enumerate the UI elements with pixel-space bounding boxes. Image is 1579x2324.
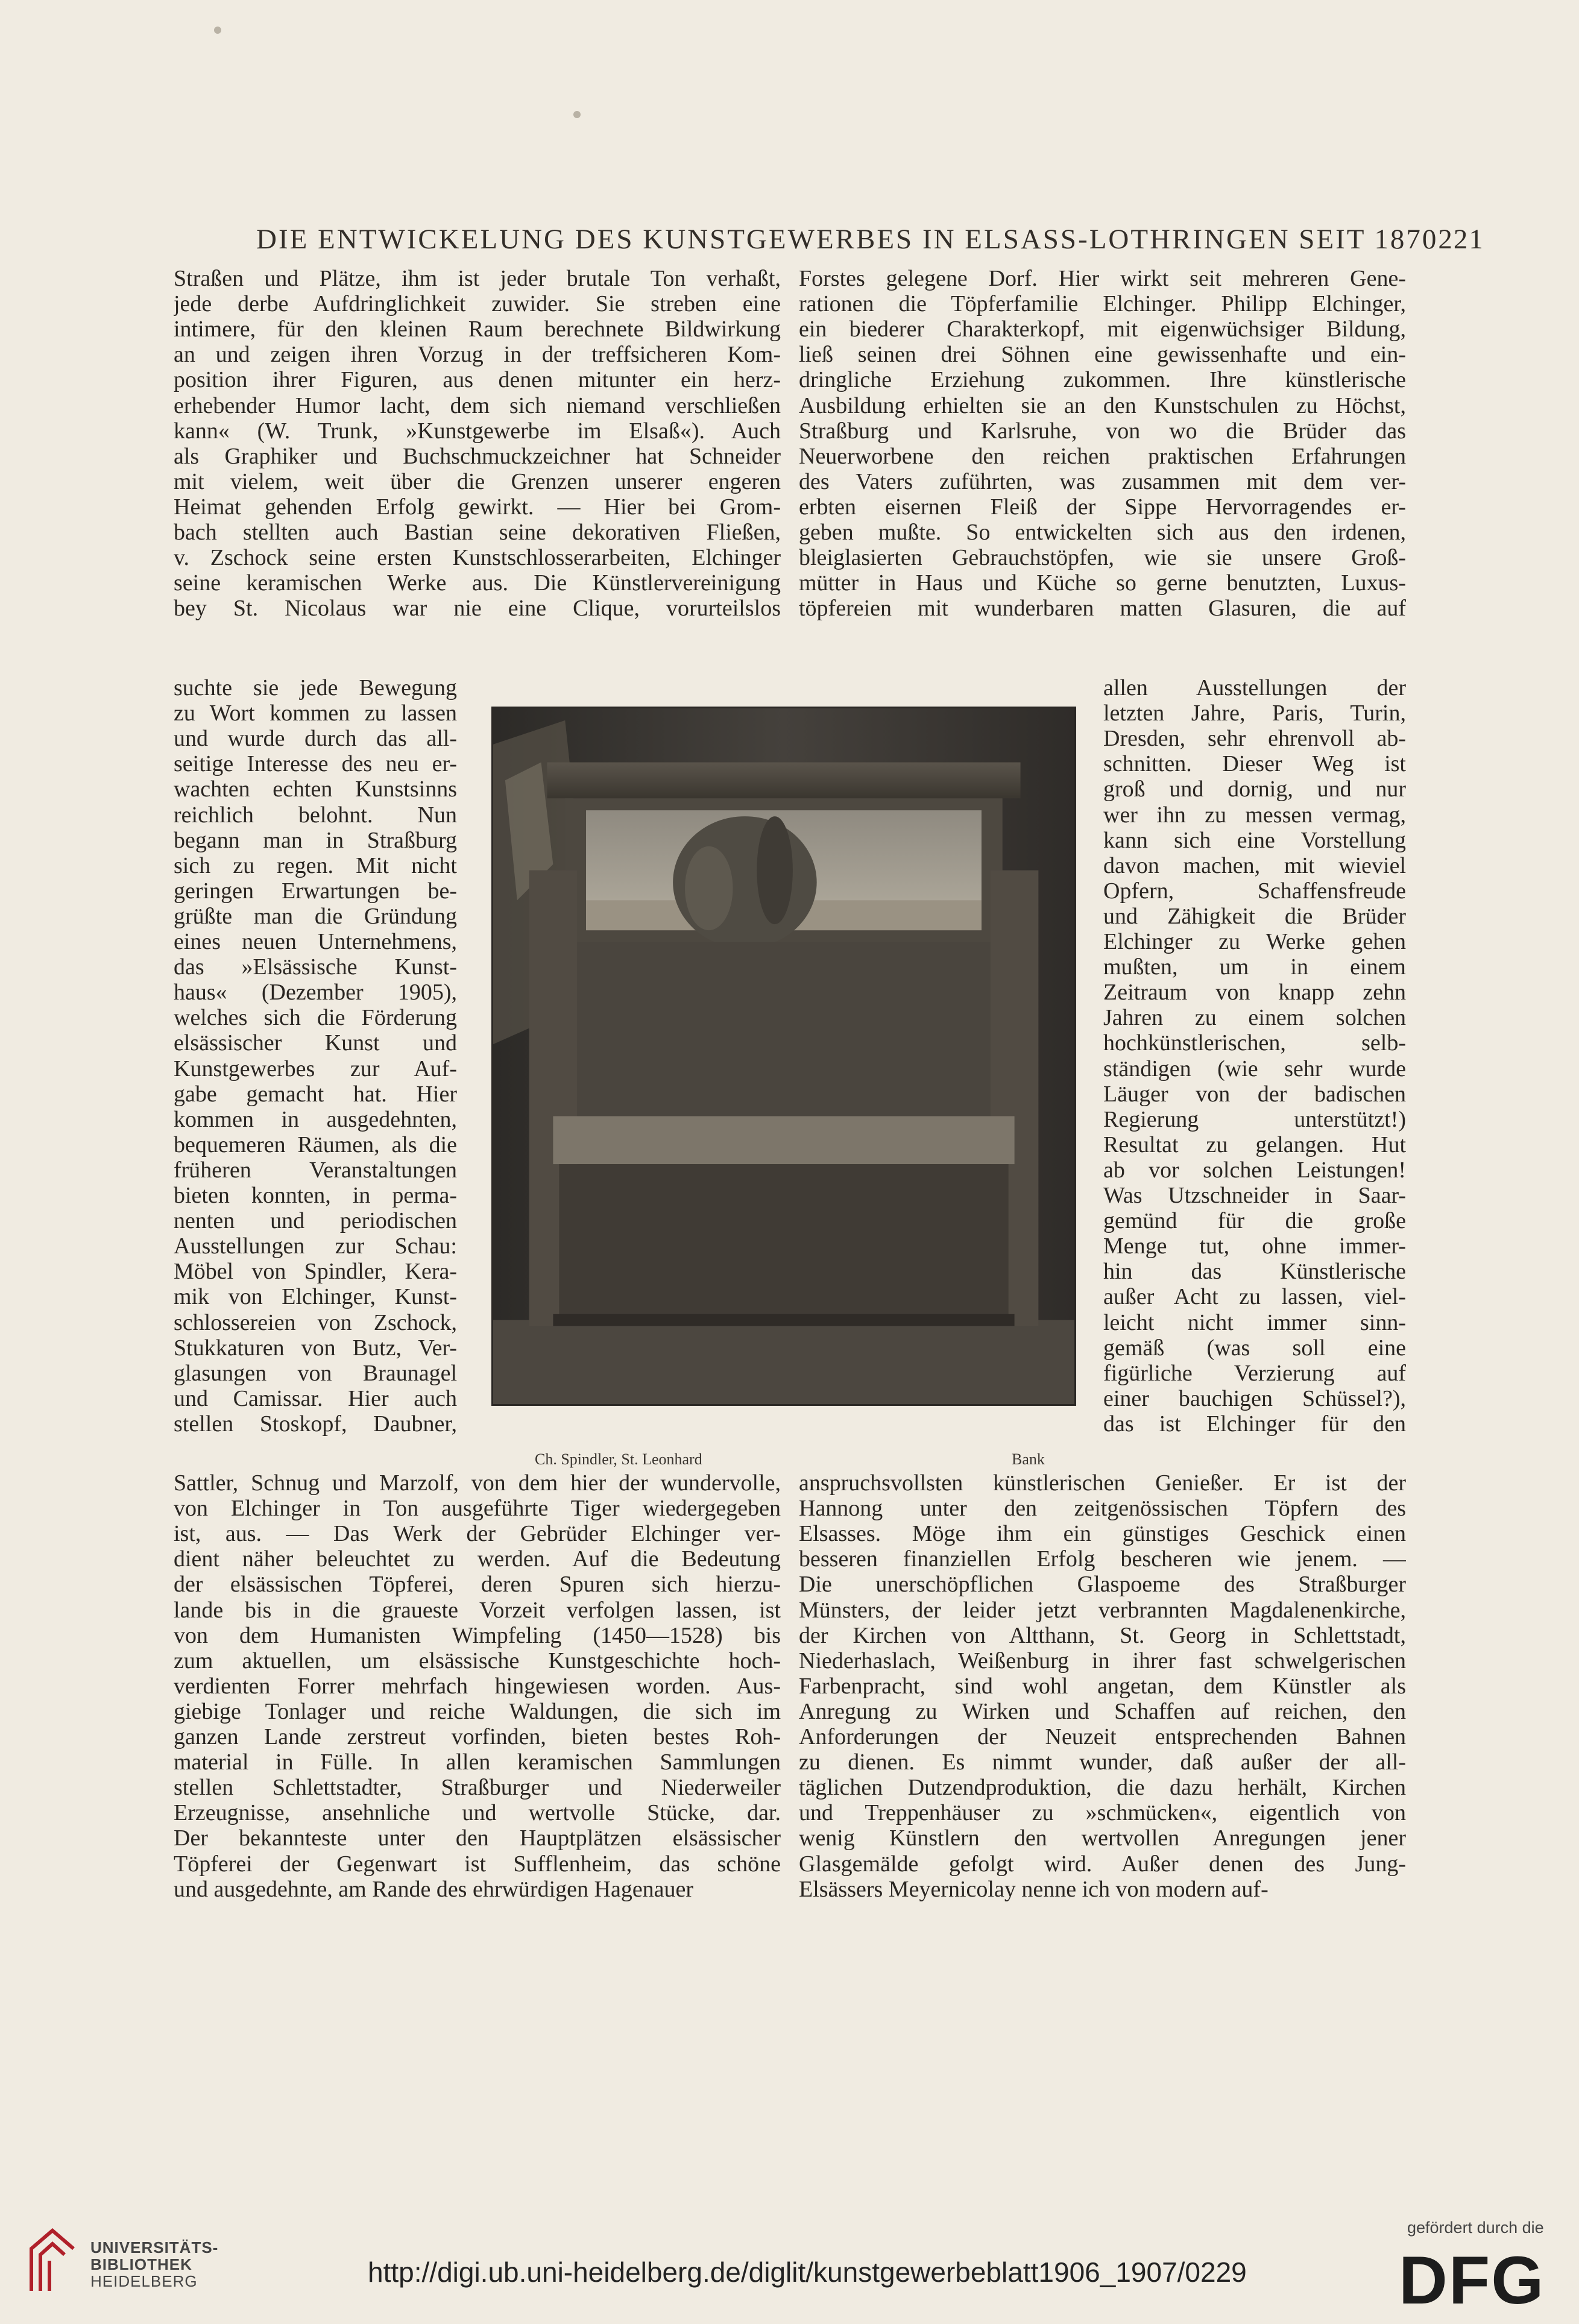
text-line: mit vielem, weit über die Grenzen unserer engeren	[174, 468, 781, 494]
text-line: figürliche Verzierung auf	[1103, 1360, 1406, 1386]
text-line: Straßburg und Karlsruhe, von wo die Brüder das	[799, 418, 1406, 444]
text-line: Heimat gehenden Erfolg gewirkt. — Hier bei Grom-	[174, 494, 781, 520]
text-line: geben mußte. So entwickelten sich aus den irdenen,	[799, 520, 1406, 545]
text-line: Farbenpracht, sind wohl angetan, dem Künstler als	[799, 1673, 1406, 1699]
text-line: kommen in ausgedehnten,	[174, 1106, 457, 1132]
text-line: Straßen und Plätze, ihm ist jeder brutale Ton verhaßt,	[174, 266, 781, 291]
text-line: seitige Interesse des neu er-	[174, 751, 457, 777]
text-line: und Treppenhäuser zu »schmücken«, eigentlich von	[799, 1800, 1406, 1826]
library-logo-icon	[19, 2225, 83, 2297]
text-line: erbten eisernen Fleiß der Sippe Hervorragendes er-	[799, 494, 1406, 520]
text-line: Forstes gelegene Dorf. Hier wirkt seit mehreren Gene-	[799, 266, 1406, 291]
text-line: und Camissar. Hier auch	[174, 1385, 457, 1411]
text-line: Neuerworbene den reichen praktischen Erfahrungen	[799, 443, 1406, 469]
text-line: grüßte man die Gründung	[174, 903, 457, 929]
text-line: Zeitraum von knapp zehn	[1103, 980, 1406, 1006]
text-line: jede derbe Aufdringlichkeit zuwider. Sie streben eine	[174, 291, 781, 317]
text-line: ließ seinen drei Söhnen eine gewissenhafte und ein-	[799, 342, 1406, 368]
text-line: lande bis in die graueste Vorzeit verfolgen lassen, ist	[174, 1597, 781, 1623]
text-line: zu Wort kommen zu lassen	[174, 701, 457, 726]
text-line: täglichen Dutzendproduktion, die dazu herhält, Kirchen	[799, 1775, 1406, 1801]
text-line: besseren finanziellen Erfolg bescheren wie jenem. —	[799, 1546, 1406, 1572]
text-line: Möbel von Spindler, Kera-	[174, 1259, 457, 1285]
text-line: dringliche Erziehung zukommen. Ihre künstlerische	[799, 367, 1406, 393]
text-line: erhebender Humor lacht, dem sich niemand verschließen	[174, 392, 781, 418]
text-line: letzten Jahre, Paris, Turin,	[1103, 701, 1406, 726]
text-line: Dresden, sehr ehrenvoll ab-	[1103, 726, 1406, 752]
figure-caption-right: Bank	[1012, 1450, 1045, 1468]
text-line: mußten, um in einem	[1103, 954, 1406, 980]
text-line: ganzen Lande zerstreut vorfinden, bieten bestes Roh-	[174, 1724, 781, 1749]
text-line: kann sich eine Vorstellung	[1103, 827, 1406, 853]
text-line: bequemeren Räumen, als die	[174, 1132, 457, 1157]
text-line: eines neuen Unternehmens,	[174, 929, 457, 954]
figure-caption-left: Ch. Spindler, St. Leonhard	[535, 1450, 702, 1468]
text-line: töpfereien mit wunderbaren matten Glasuren, die auf	[799, 596, 1406, 622]
funding-note: gefördert durch die	[1407, 2219, 1544, 2237]
text-line: Resultat zu gelangen. Hut	[1103, 1132, 1406, 1157]
scan-dot	[573, 111, 581, 118]
text-line: als Graphiker und Buchschmuckzeichner hat Schneider	[174, 443, 781, 469]
text-line: giebige Tonlager und reiche Waldungen, die sich im	[174, 1698, 781, 1724]
text-line: Anforderungen der Neuzeit entsprechenden Bahnen	[799, 1724, 1406, 1749]
text-line: sich zu regen. Mit nicht	[174, 852, 457, 878]
text-line: außer Acht zu lassen, viel-	[1103, 1284, 1406, 1310]
text-line: zu dienen. Es nimmt wunder, daß außer der all-	[799, 1749, 1406, 1775]
text-line: Hannong unter den zeitgenössischen Töpfern des	[799, 1496, 1406, 1522]
text-line: Töpferei der Gegenwart ist Sufflenheim, das schöne	[174, 1851, 781, 1877]
text-line: kann« (W. Trunk, »Kunstgewerbe im Elsaß«). Auch	[174, 418, 781, 444]
text-line: bach stellten auch Bastian seine dekorativen Fließen,	[174, 520, 781, 545]
text-line: mütter in Haus und Küche so gerne benutzten, Luxus-	[799, 570, 1406, 596]
text-line: bleiglasierten Gebrauchstöpfen, wie sie unsere Groß-	[799, 545, 1406, 571]
text-line: Kunstgewerbes zur Auf-	[174, 1056, 457, 1082]
text-line: wenig Künstlern den wertvollen Anregungen jener	[799, 1825, 1406, 1851]
text-line: von Elchinger in Ton ausgeführte Tiger wiedergegeben	[174, 1496, 781, 1522]
text-line: position ihrer Figuren, aus denen mitunter ein herz-	[174, 367, 781, 393]
text-line: Glasgemälde gefolgt wird. Außer denen des Jung-	[799, 1851, 1406, 1877]
source-url-link[interactable]: http://digi.ub.uni-heidelberg.de/diglit/kunstgewerbeblatt1906_1907/0229	[368, 2256, 1247, 2288]
text-line: allen Ausstellungen der	[1103, 675, 1406, 701]
text-line: stellen Stoskopf, Daubner,	[174, 1411, 457, 1437]
text-line: nenten und periodischen	[174, 1208, 457, 1234]
text-line: Regierung unterstützt!)	[1103, 1106, 1406, 1132]
text-line: hin das Künstlerische	[1103, 1259, 1406, 1285]
text-line: Anregung zu Wirken und Schaffen auf reichen, den	[799, 1698, 1406, 1724]
text-line: Menge tut, ohne immer-	[1103, 1233, 1406, 1259]
library-line-3: HEIDELBERG	[90, 2272, 198, 2290]
text-line: früheren Veranstaltungen	[174, 1157, 457, 1183]
text-line: begann man in Straßburg	[174, 827, 457, 853]
text-line: elsässischer Kunst und	[174, 1030, 457, 1056]
text-line: Elsasses. Möge ihm ein günstiges Geschick einen	[799, 1521, 1406, 1547]
text-line: material in Fülle. In allen keramischen Sammlungen	[174, 1749, 781, 1775]
text-line: suchte sie jede Bewegung	[174, 675, 457, 701]
text-line: bieten konnten, in perma-	[174, 1183, 457, 1208]
text-line: anspruchsvollsten künstlerischen Genießer. Er ist der	[799, 1470, 1406, 1496]
text-line: rationen die Töpferfamilie Elchinger. Philipp Elchinger,	[799, 291, 1406, 317]
bench-illustration	[493, 708, 1074, 1404]
text-line: ein biederer Charakterkopf, mit eigenwüchsiger Bildung,	[799, 316, 1406, 342]
text-line: Jahren zu einem solchen	[1103, 1005, 1406, 1031]
text-line: einer bauchigen Schüssel?),	[1103, 1385, 1406, 1411]
text-line: das ist Elchinger für den	[1103, 1411, 1406, 1437]
text-line: das »Elsässische Kunst-	[174, 954, 457, 980]
text-line: wachten echten Kunstsinns	[174, 776, 457, 802]
text-line: Die unerschöpflichen Glaspoeme des Straßburger	[799, 1572, 1406, 1598]
running-header	[256, 223, 1484, 256]
text-line: groß und dornig, und nur	[1103, 776, 1406, 802]
text-line: des Vaters zuführten, was zusammen mit dem ver-	[799, 468, 1406, 494]
text-line: gemünd für die große	[1103, 1208, 1406, 1234]
scan-dot	[214, 27, 221, 34]
text-line: davon machen, mit wieviel	[1103, 852, 1406, 878]
text-line: ist, aus. — Das Werk der Gebrüder Elchinger ver-	[174, 1521, 781, 1547]
library-line-1: UNIVERSITÄTS-	[90, 2238, 219, 2256]
text-line: hochkünstlerischen, selb-	[1103, 1030, 1406, 1056]
text-line: Erzeugnisse, ansehnliche und wertvolle Stücke, dar.	[174, 1800, 781, 1826]
text-line: und ausgedehnte, am Rande des ehrwürdigen Hagenauer	[174, 1876, 694, 1902]
text-line: gabe gemacht hat. Hier	[174, 1081, 457, 1107]
text-line: Niederhaslach, Weißenburg in ihrer fast schwelgerischen	[799, 1648, 1406, 1674]
text-line: bey St. Nicolaus war nie eine Clique, vorurteilslos	[174, 596, 781, 622]
text-line: gemäß (was soll eine	[1103, 1335, 1406, 1361]
page-number: 221	[1438, 224, 1484, 255]
text-line: v. Zschock seine ersten Kunstschlosserarbeiten, Elchinger	[174, 545, 781, 571]
text-line: mik von Elchinger, Kunst-	[174, 1284, 457, 1310]
text-line: von dem Humanisten Wimpfeling (1450—1528) bis	[174, 1622, 781, 1648]
text-line: stellen Schlettstadter, Straßburger und Niederweiler	[174, 1775, 781, 1801]
text-line: ab vor solchen Leistungen!	[1103, 1157, 1406, 1183]
header-title: DIE ENTWICKELUNG DES KUNSTGEWERBES IN ELSASS-LOTHRINGEN SEIT 1870	[256, 224, 1439, 255]
text-line: und Zähigkeit die Brüder	[1103, 903, 1406, 929]
text-line: geringen Erwartungen be-	[174, 878, 457, 904]
text-line: ständigen (wie sehr wurde	[1103, 1056, 1406, 1082]
text-line: dient näher beleuchtet zu werden. Auf die Bedeutung	[174, 1546, 781, 1572]
library-name	[90, 2239, 218, 2290]
text-line: schlossereien von Zschock,	[174, 1309, 457, 1335]
text-line: leicht nicht immer sinn-	[1103, 1309, 1406, 1335]
text-line: schnitten. Dieser Weg ist	[1103, 751, 1406, 777]
text-line: der elsässischen Töpferei, deren Spuren sich hierzu-	[174, 1572, 781, 1598]
text-line: verdienten Forrer mehrfach hingewiesen worden. Aus-	[174, 1673, 781, 1699]
text-line: haus« (Dezember 1905),	[174, 980, 457, 1006]
dfg-logo: DFG	[1399, 2243, 1545, 2318]
text-line: Münsters, der leider jetzt verbrannten Magdalenenkirche,	[799, 1597, 1406, 1623]
text-line: seine keramischen Werke aus. Die Künstlervereinigung	[174, 570, 781, 596]
text-line: Elchinger zu Werke gehen	[1103, 929, 1406, 954]
text-line: Ausstellungen zur Schau:	[174, 1233, 457, 1259]
text-line: an und zeigen ihren Vorzug in der treffsicheren Kom-	[174, 342, 781, 368]
text-line: und wurde durch das all-	[174, 726, 457, 752]
text-line: reichlich belohnt. Nun	[174, 802, 457, 828]
text-line: intimere, für den kleinen Raum berechnete Bildwirkung	[174, 316, 781, 342]
text-line: Läuger von der badischen	[1103, 1081, 1406, 1107]
text-line: welches sich die Förderung	[174, 1005, 457, 1031]
text-line: Was Utzschneider in Saar-	[1103, 1183, 1406, 1208]
text-line: Elsässers Meyernicolay nenne ich von modern auf-	[799, 1876, 1269, 1902]
text-line: wer ihn zu messen vermag,	[1103, 802, 1406, 828]
text-line: Stukkaturen von Butz, Ver-	[174, 1335, 457, 1361]
text-line: Opfern, Schaffensfreude	[1103, 878, 1406, 904]
text-line: der Kirchen von Altthann, St. Georg in Schlettstadt,	[799, 1622, 1406, 1648]
library-logo	[19, 2225, 218, 2297]
text-line: Sattler, Schnug und Marzolf, von dem hier der wundervolle,	[174, 1470, 781, 1496]
text-line: Der bekannteste unter den Hauptplätzen elsässischer	[174, 1825, 781, 1851]
text-line: glasungen von Braunagel	[174, 1360, 457, 1386]
library-line-2: BIBLIOTHEK	[90, 2255, 192, 2273]
text-line: Ausbildung erhielten sie an den Kunstschulen zu Höchst,	[799, 392, 1406, 418]
bench-photograph	[491, 707, 1076, 1406]
text-line: zum aktuellen, um elsässische Kunstgeschichte hoch-	[174, 1648, 781, 1674]
